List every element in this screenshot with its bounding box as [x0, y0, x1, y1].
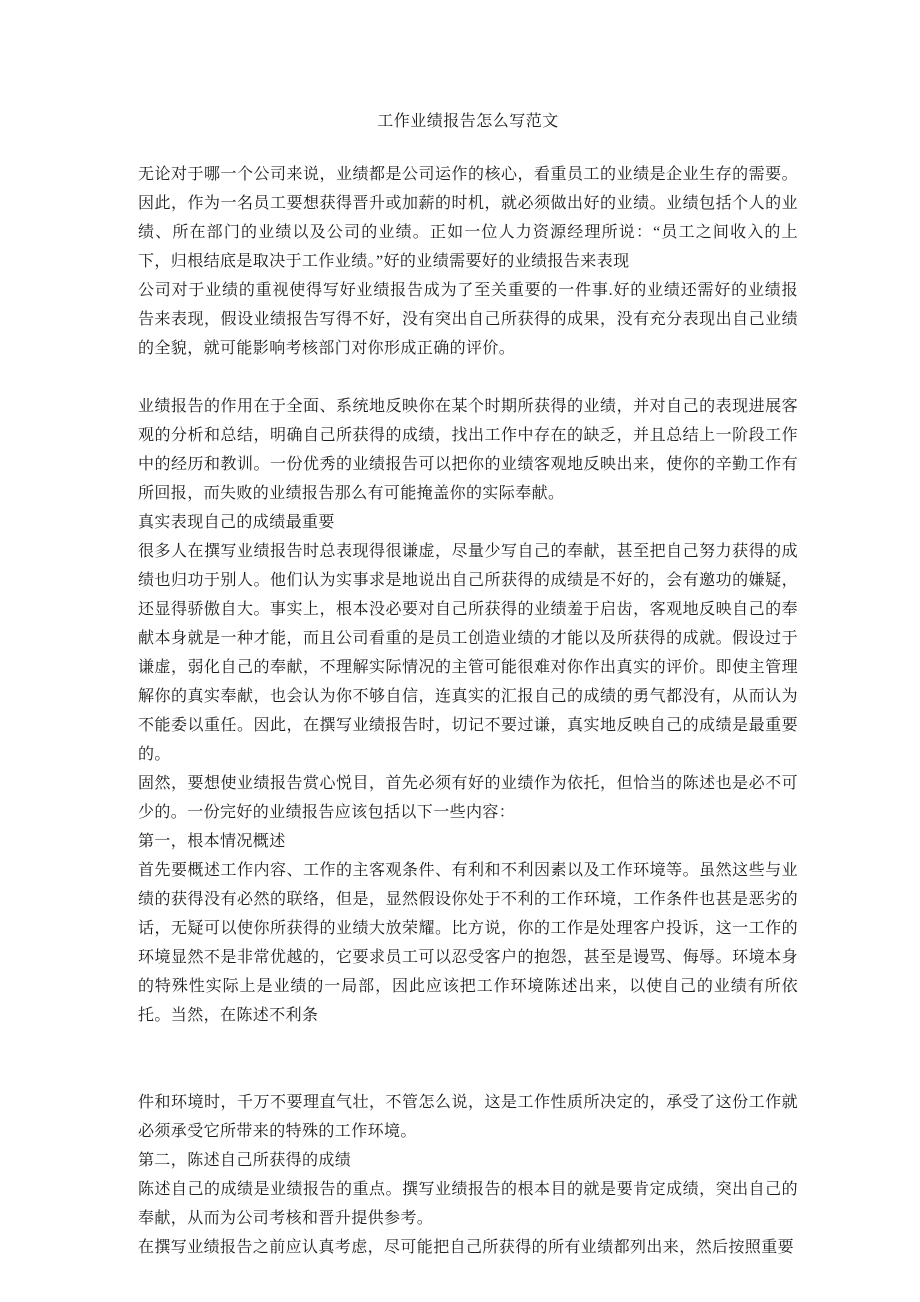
- paragraph-modesty: 很多人在撰写业绩报告时总表现得很谦虚，尽量少写自己的奉献，甚至把自己努力获得的成绩也归功于别人。他们认为实事求是地说出自己所获得的成绩是不好的，会有邀功的嫌疑，还显得骄傲自大。事实上，根本没必要对自己所获得的业绩羞于启齿，客观地反映自己的奉献本身就是一种才能，而且公司看重的是员工创造业绩的才能以及所获得的成就。假设过于谦虚，弱化自己的奉献，不理解实际情况的主管可能很难对你作出真实的评价。即使主管理解你的真实奉献，也会认为你不够自信，连真实的汇报自己的成绩的勇气都没有，从而认为不能委以重任。因此，在撰写业绩报告时，切记不要过谦，真实地反映自己的成绩是最重要的。: [138, 543, 798, 763]
- blank-line: [138, 1059, 798, 1088]
- paragraph-environment-continued: 件和环境时，千万不要理直气壮，不管怎么说，这是工作性质所决定的，承受了这份工作就必须承受它所带来的特殊的工作环境。: [138, 1094, 798, 1140]
- paragraph-basic-overview: 首先要概述工作内容、工作的主客观条件、有利和不利因素以及工作环境等。虽然这些与业绩的获得没有必然的联络，但是，显然假设你处于不利的工作环境，工作条件也甚是恶劣的话，无疑可以使你所获得的业绩大放荣耀。比方说，你的工作是处理客户投诉，这一工作的环境显然不是非常优越的，它要求员工可以忍受客户的抱怨，甚至是谩骂、侮辱。环境本身的特殊性实际上是业绩的一局部，因此应该把工作环境陈述出来，以使自己的业绩有所依托。当然，在陈述不利条: [138, 862, 798, 1024]
- paragraph-list-achievements: 在撰写业绩报告之前应认真考虑，尽可能把自己所获得的所有业绩都列出来，然后按照重要: [138, 1239, 795, 1256]
- section-heading-second: 第二，陈述自己所获得的成绩: [138, 1152, 352, 1169]
- paragraph-intro: 无论对于哪一个公司来说，业绩都是公司运作的核心，看重员工的业绩是企业生存的需要。因此，作为一名员工要想获得晋升或加薪的时机，就必须做出好的业绩。业绩包括个人的业绩、所在部门的业绩以及公司的业绩。正如一位人力资源经理所说：“员工之间收入的上下，归根结底是取决于工作业绩。”好的业绩需要好的业绩报告来表现: [138, 166, 798, 270]
- document-title: 工作业绩报告怎么写范文: [377, 113, 559, 130]
- paragraph-report-contents-intro: 固然，要想使业绩报告赏心悦目，首先必须有好的业绩作为依托，但恰当的陈述也是必不可少的。一份完好的业绩报告应该包括以下一些内容：: [138, 775, 798, 821]
- paragraph-report-purpose: 业绩报告的作用在于全面、系统地反映你在某个时期所获得的业绩，并对自己的表现进展客观的分析和总结，明确自己所获得的成绩，找出工作中存在的缺乏，并且总结上一阶段工作中的经历和教训。一份优秀的业绩报告可以把你的业绩客观地反映出来，使你的辛勤工作有所回报，而失败的业绩报告那么有可能掩盖你的实际奉献。: [138, 398, 798, 502]
- paragraph-company-importance: 公司对于业绩的重视使得写好业绩报告成为了至关重要的一件事.好的业绩还需好的业绩报告来表现，假设业绩报告写得不好，没有突出自己所获得的成果，没有充分表现出自己业绩的全貌，就可能影响考核部门对你形成正确的评价。: [138, 282, 798, 357]
- section-heading-true-performance: 真实表现自己的成绩最重要: [138, 514, 335, 531]
- blank-line: [138, 363, 798, 392]
- paragraph-state-achievements: 陈述自己的成绩是业绩报告的重点。撰写业绩报告的根本目的就是要肯定成绩，突出自己的奉献，从而为公司考核和晋升提供参考。: [138, 1181, 798, 1227]
- blank-line: [138, 1030, 798, 1059]
- section-heading-first: 第一，根本情况概述: [138, 833, 286, 850]
